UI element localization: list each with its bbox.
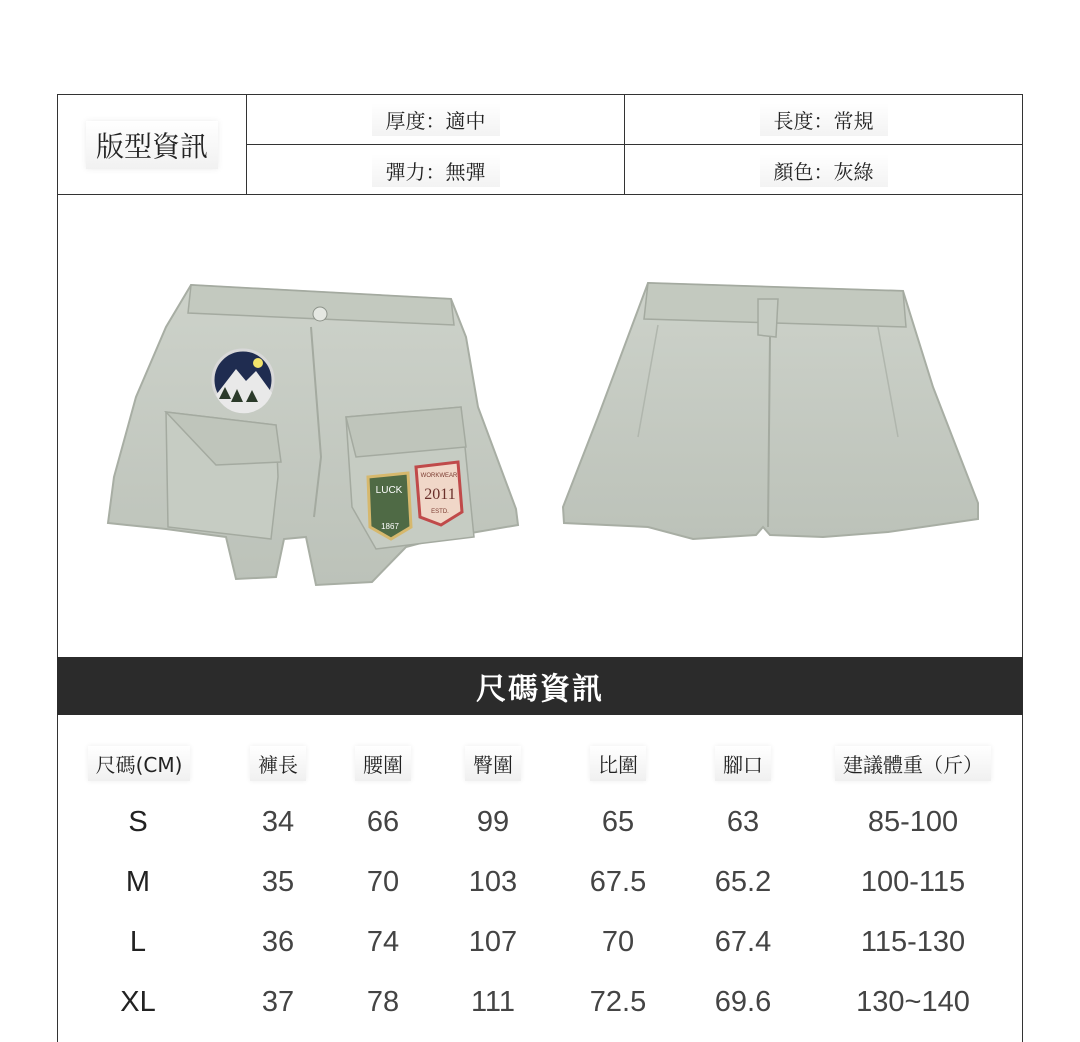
patch-1867-text: 1867 bbox=[381, 522, 399, 531]
product-detail-frame bbox=[57, 94, 1023, 1042]
row-xl-size: XL bbox=[120, 985, 156, 1018]
header-weight-text: 建議體重（斤） bbox=[835, 746, 991, 781]
row-l-size: L bbox=[129, 925, 147, 958]
header-waist bbox=[343, 745, 423, 781]
color-text: 顏色：灰綠 bbox=[760, 154, 888, 187]
header-hem-text: 腳口 bbox=[715, 746, 771, 781]
row-l-hem: 67.4 bbox=[714, 925, 772, 958]
fit-info-label-cell bbox=[58, 95, 247, 195]
row-m-length: 35 bbox=[261, 865, 295, 898]
patch-2011-text: 2011 bbox=[424, 486, 456, 503]
row-s-hem: 63 bbox=[726, 805, 760, 838]
header-waist-text: 腰圍 bbox=[355, 746, 411, 781]
row-l-weight: 115-130 bbox=[860, 925, 966, 958]
row-s-waist: 66 bbox=[366, 805, 400, 838]
header-pants-length bbox=[238, 745, 318, 781]
header-pants-length-text: 褲長 bbox=[250, 746, 306, 781]
size-info-title: 尺碼資訊 bbox=[476, 672, 604, 707]
header-hem bbox=[703, 745, 783, 781]
color-cell bbox=[625, 145, 1022, 195]
row-m-thigh: 67.5 bbox=[589, 865, 647, 898]
patch-workwear-text: WORKWEAR bbox=[420, 473, 458, 479]
patch-luck-text: LUCK bbox=[375, 485, 403, 496]
patch-estd-text: ESTD. bbox=[431, 509, 449, 515]
row-m-weight: 100-115 bbox=[860, 865, 966, 898]
row-s-weight: 85-100 bbox=[867, 805, 959, 838]
header-thigh bbox=[578, 745, 658, 781]
thickness-cell bbox=[247, 95, 625, 145]
fit-info-table bbox=[58, 95, 1022, 195]
row-xl-thigh: 72.5 bbox=[589, 985, 647, 1018]
header-hip-text: 臀圍 bbox=[465, 746, 521, 781]
row-s-thigh: 65 bbox=[601, 805, 635, 838]
row-xl-waist: 78 bbox=[366, 985, 400, 1018]
header-hip bbox=[453, 745, 533, 781]
row-xl-length: 37 bbox=[261, 985, 295, 1018]
header-thigh-text: 比圍 bbox=[590, 746, 646, 781]
length-text: 長度：常規 bbox=[760, 103, 888, 136]
row-s-size: S bbox=[128, 805, 148, 838]
header-size-text: 尺碼(CM) bbox=[88, 746, 191, 781]
elasticity-cell bbox=[247, 145, 625, 195]
header-weight bbox=[813, 745, 1013, 781]
row-xl-weight: 130~140 bbox=[856, 985, 970, 1018]
elasticity-text: 彈力：無彈 bbox=[372, 154, 500, 187]
shorts-front-image bbox=[106, 277, 526, 597]
shorts-back-image bbox=[558, 277, 988, 597]
row-l-length: 36 bbox=[261, 925, 295, 958]
row-s-length: 34 bbox=[261, 805, 295, 838]
row-xl-hip: 111 bbox=[470, 985, 516, 1018]
thickness-text: 厚度：適中 bbox=[372, 103, 500, 136]
row-m-hem: 65.2 bbox=[714, 865, 772, 898]
row-l-thigh: 70 bbox=[601, 925, 635, 958]
length-cell bbox=[625, 95, 1022, 145]
size-info-header bbox=[57, 657, 1023, 715]
row-xl-hem: 69.6 bbox=[714, 985, 772, 1018]
row-l-waist: 74 bbox=[366, 925, 400, 958]
row-m-hip: 103 bbox=[468, 865, 518, 898]
product-photos bbox=[58, 195, 1022, 657]
row-s-hip: 99 bbox=[476, 805, 510, 838]
row-l-hip: 107 bbox=[468, 925, 518, 958]
fit-info-label: 版型資訊 bbox=[86, 121, 218, 169]
header-size bbox=[74, 745, 204, 781]
row-m-size: M bbox=[125, 865, 151, 898]
row-m-waist: 70 bbox=[366, 865, 400, 898]
